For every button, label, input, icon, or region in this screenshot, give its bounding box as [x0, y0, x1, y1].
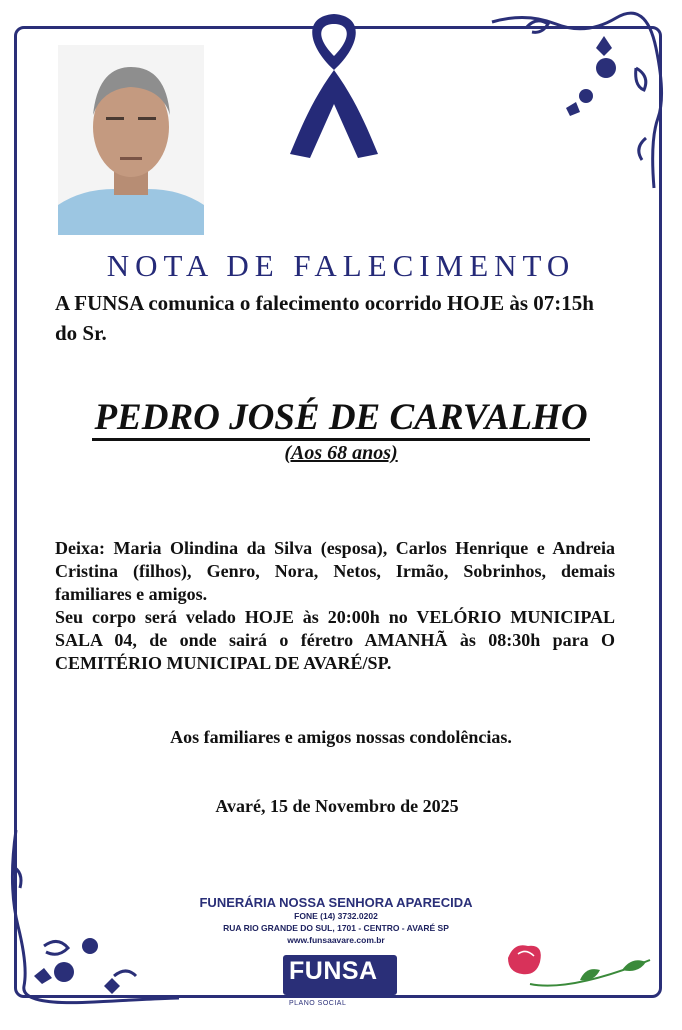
- deceased-photo: [58, 45, 204, 235]
- logo-subtext: PLANO SOCIAL: [289, 1000, 347, 1007]
- deceased-name: PEDRO JOSÉ DE CARVALHO: [0, 396, 682, 439]
- deceased-age: (Aos 68 anos): [284, 442, 398, 464]
- logo-text: FUNSA: [289, 957, 378, 985]
- notice-body: [55, 537, 615, 675]
- funeral-home-footer: [150, 895, 522, 946]
- funsa-logo: [283, 955, 397, 1007]
- floral-corner-ornament-top-right: [486, 8, 668, 198]
- condolences-line: Aos familiares e amigos nossas condolências.: [170, 727, 512, 747]
- company-address: RUA RIO GRANDE DO SUL, 1701 - CENTRO - AVARÉ SP: [223, 923, 449, 933]
- notice-title: NOTA DE FALECIMENTO: [106, 248, 576, 283]
- family-paragraph: Deixa: Maria Olindina da Silva (esposa), Carlos Henrique e Andreia Cristina (filhos), Genro, Nora, Netos, Irmão, Sobrinhos, demais familiares e amigos.: [55, 538, 615, 604]
- ceremony-paragraph: Seu corpo será velado HOJE às 20:00h no VELÓRIO MUNICIPAL SALA 04, de onde sairá o féretro AMANHÃ às 08:30h para O CEMITÉRIO MUNICIPAL DE AVARÉ/SP.: [55, 607, 615, 673]
- company-website: www.funsaavare.com.br: [287, 935, 385, 945]
- company-phone: FONE (14) 3732.0202: [294, 911, 378, 921]
- place-date: Avaré, 15 de Novembro de 2025: [215, 796, 459, 816]
- rose-icon: [500, 940, 660, 992]
- company-name: FUNERÁRIA NOSSA SENHORA APARECIDA: [199, 895, 473, 910]
- notice-intro: A FUNSA comunica o falecimento ocorrido HOJE às 07:15h do Sr.: [55, 291, 594, 345]
- mourning-ribbon-icon: [286, 8, 382, 160]
